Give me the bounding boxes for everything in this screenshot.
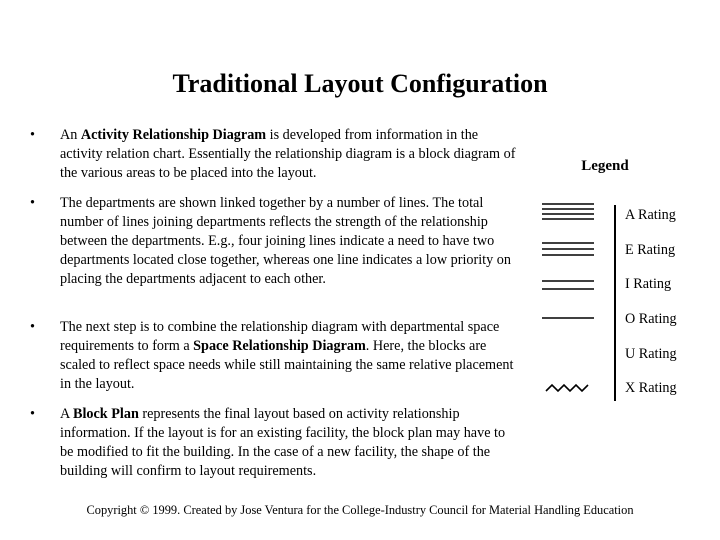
legend-label-i: I Rating xyxy=(625,276,672,292)
copyright-footer: Copyright © 1999. Created by Jose Ventura for the College-Industry Council for Material Handling Education xyxy=(86,503,634,517)
legend-line-symbols xyxy=(542,200,598,400)
bullet-text: A Block Plan represents the final layout based on activity relationship information. If the layout is for an existing facility, the block plan may have to be modified to fit the building. In the case of a new facility, the shape of the building will confirm to layout requirements. xyxy=(60,406,506,479)
legend-label-u: U Rating xyxy=(625,346,677,362)
slide-title: Traditional Layout Configuration xyxy=(172,69,548,98)
bullet-text: The next step is to combine the relationship diagram with departmental space requirements to form a Space Relationship Diagram. Here, the blocks are scaled to reflect space needs while still maintaining the same relative placement in the layout. xyxy=(60,319,514,392)
bullet-text: An Activity Relationship Diagram is developed from information in the activity relation chart. Essentially the relationship diagram is a block diagram of the various areas to be placed into the layout. xyxy=(60,127,516,181)
bold-term: Activity Relationship Diagram xyxy=(80,127,267,143)
a-rating-lines xyxy=(542,204,594,219)
bullet-text: The departments are shown linked together by a number of lines. The total number of lines joining departments reflects the strength of the relationship between the departments. E.g., four joining lines indicate a need to have two departments located close together, whereas one line indicates a low priority on placing the departments adjacent to each other. xyxy=(60,195,511,287)
e-rating-lines xyxy=(542,243,594,255)
bullet-marker: • xyxy=(30,406,35,422)
legend-divider xyxy=(614,205,616,401)
bold-term: Space Relationship Diagram xyxy=(193,338,366,354)
bold-term: Block Plan xyxy=(73,406,139,422)
legend-title: Legend xyxy=(581,158,629,174)
i-rating-lines xyxy=(542,281,594,289)
legend-label-e: E Rating xyxy=(625,242,676,258)
x-rating-zigzag xyxy=(546,385,588,391)
legend-label-a: A Rating xyxy=(625,207,676,223)
legend-label-o: O Rating xyxy=(625,311,677,327)
bullet-marker: • xyxy=(30,127,35,143)
bullet-marker: • xyxy=(30,319,35,335)
legend-label-x: X Rating xyxy=(625,380,677,396)
bullet-marker: • xyxy=(30,195,35,211)
